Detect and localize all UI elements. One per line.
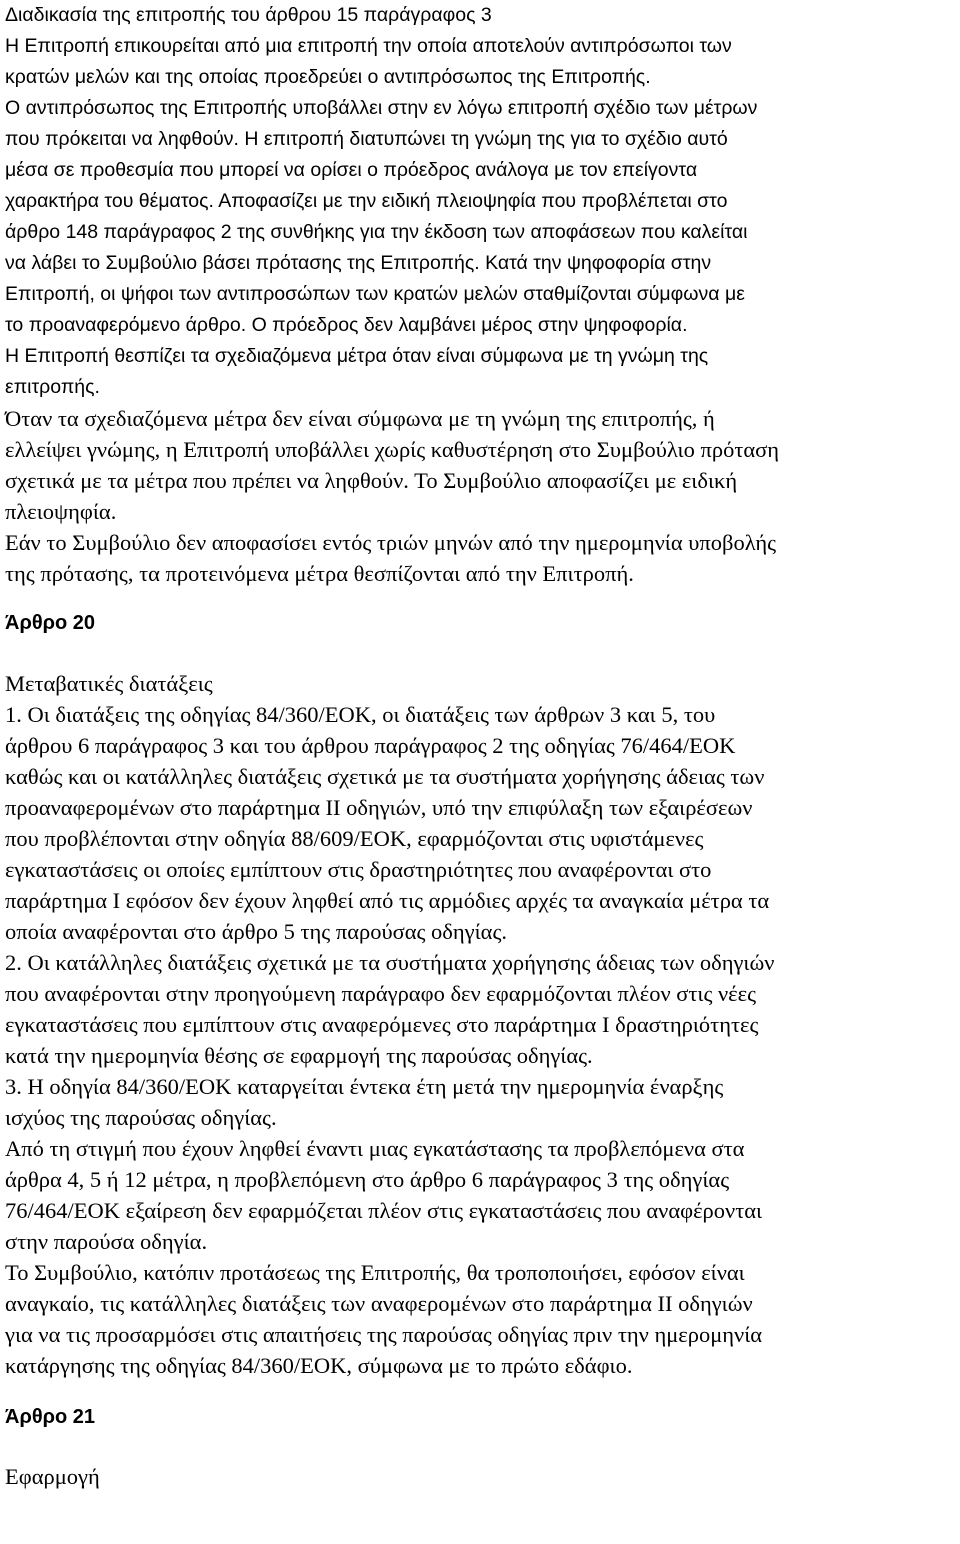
- text-line: άρθρο 148 παράγραφος 2 της συνθήκης για την έκδοση των αποφάσεων που καλείται: [5, 221, 748, 243]
- text-line: 3. Η οδηγία 84/360/ΕΟΚ καταργείται έντεκα έτη μετά την ημερομηνία έναρξης: [5, 1074, 724, 1099]
- text-line: Εάν το Συμβούλιο δεν αποφασίσει εντός τριών μηνών από την ημερομηνία υποβολής: [5, 530, 777, 555]
- text-line: μέσα σε προθεσμία που μπορεί να ορίσει ο πρόεδρος ανάλογα με τον επείγοντα: [5, 159, 698, 181]
- text-line: που αναφέρονται στην προηγούμενη παράγραφο δεν εφαρμόζονται πλέον στις νέες: [5, 981, 756, 1006]
- committee-procedure-section: [5, 0, 955, 403]
- text-line: χαρακτήρα του θέματος. Αποφασίζει με την ειδική πλειοψηφία που προβλέπεται στο: [5, 190, 728, 212]
- text-line: Επιτροπή, οι ψήφοι των αντιπροσώπων των κρατών μελών σταθμίζονται σύμφωνα με: [5, 283, 745, 305]
- text-line: για να τις προσαρμόσει στις απαιτήσεις της παρούσας οδηγίας πριν την ημερομηνία: [5, 1322, 763, 1347]
- council-procedure-section: [5, 403, 955, 589]
- text-line: Από τη στιγμή που έχουν ληφθεί έναντι μιας εγκατάστασης τα προβλεπόμενα στα: [5, 1136, 745, 1161]
- article-20-subtitle: Μεταβατικές διατάξεις: [5, 671, 213, 696]
- text-line: πλειοψηφία.: [5, 499, 117, 524]
- text-line: ισχύος της παρούσας οδηγίας.: [5, 1105, 277, 1130]
- text-line: εγκαταστάσεις οι οποίες εμπίπτουν στις δραστηριότητες που αναφέρονται στο: [5, 857, 712, 882]
- text-line: Η Επιτροπή θεσπίζει τα σχεδιαζόμενα μέτρα όταν είναι σύμφωνα με τη γνώμη της: [5, 345, 709, 367]
- text-line: το προαναφερόμενο άρθρο. Ο πρόεδρος δεν λαμβάνει μέρος στην ψηφοφορία.: [5, 314, 688, 336]
- text-line: Ο αντιπρόσωπος της Επιτροπής υποβάλλει στην εν λόγω επιτροπή σχέδιο των μέτρων: [5, 97, 758, 119]
- article-21-heading: Άρθρο 21: [5, 1406, 96, 1428]
- text-line: Όταν τα σχεδιαζόμενα μέτρα δεν είναι σύμφωνα με τη γνώμη της επιτροπής, ή: [5, 406, 715, 431]
- spacer: [5, 639, 955, 668]
- text-line: 2. Οι κατάλληλες διατάξεις σχετικά με τα συστήματα χορήγησης άδειας των οδηγιών: [5, 950, 775, 975]
- text-line: Διαδικασία της επιτροπής του άρθρου 15 παράγραφος 3: [5, 4, 492, 26]
- article-20-body: [5, 699, 955, 1381]
- text-line: καθώς και οι κατάλληλες διατάξεις σχετικά με τα συστήματα χορήγησης άδειας των: [5, 764, 765, 789]
- text-line: εγκαταστάσεις που εμπίπτουν στις αναφερόμενες στο παράρτημα Ι δραστηριότητες: [5, 1012, 759, 1037]
- text-line: Το Συμβούλιο, κατόπιν προτάσεως της Επιτροπής, θα τροποποιήσει, εφόσον είναι: [5, 1260, 745, 1285]
- article-20-heading: Άρθρο 20: [5, 612, 96, 634]
- text-line: που προβλέπονται στην οδηγία 88/609/ΕΟΚ, εφαρμόζονται στις υφιστάμενες: [5, 826, 704, 851]
- text-line: κατά την ημερομηνία θέσης σε εφαρμογή της παρούσας οδηγίας.: [5, 1043, 593, 1068]
- text-line: που πρόκειται να ληφθούν. Η επιτροπή διατυπώνει τη γνώμη της για το σχέδιο αυτό: [5, 128, 728, 150]
- article-21-subtitle: Εφαρμογή: [5, 1464, 100, 1489]
- text-line: της πρότασης, τα προτεινόμενα μέτρα θεσπίζονται από την Επιτροπή.: [5, 561, 634, 586]
- spacer: [5, 589, 955, 608]
- spacer: [5, 1381, 955, 1402]
- text-line: οποία αναφέρονται στο άρθρο 5 της παρούσας οδηγίας.: [5, 919, 507, 944]
- text-line: σχετικά με τα μέτρα που πρέπει να ληφθούν. Το Συμβούλιο αποφασίζει με ειδική: [5, 468, 738, 493]
- document-page: [5, 0, 955, 1492]
- spacer: [5, 1433, 955, 1461]
- text-line: προαναφερομένων στο παράρτημα ΙΙ οδηγιών, υπό την επιφύλαξη των εξαιρέσεων: [5, 795, 753, 820]
- text-line: επιτροπής.: [5, 376, 100, 398]
- text-line: Η Επιτροπή επικουρείται από μια επιτροπή την οποία αποτελούν αντιπρόσωποι των: [5, 35, 732, 57]
- text-line: 76/464/ΕΟΚ εξαίρεση δεν εφαρμόζεται πλέον στις εγκαταστάσεις που αναφέρονται: [5, 1198, 763, 1223]
- text-line: 1. Οι διατάξεις της οδηγίας 84/360/ΕΟΚ, οι διατάξεις των άρθρων 3 και 5, του: [5, 702, 716, 727]
- text-line: να λάβει το Συμβούλιο βάσει πρότασης της Επιτροπής. Κατά την ψηφοφορία στην: [5, 252, 712, 274]
- text-line: κατάργησης της οδηγίας 84/360/ΕΟΚ, σύμφωνα με το πρώτο εδάφιο.: [5, 1353, 633, 1378]
- text-line: αναγκαίο, τις κατάλληλες διατάξεις των αναφερομένων στο παράρτημα ΙΙ οδηγιών: [5, 1291, 753, 1316]
- text-line: ελλείψει γνώμης, η Επιτροπή υποβάλλει χωρίς καθυστέρηση στο Συμβούλιο πρόταση: [5, 437, 780, 462]
- text-line: άρθρα 4, 5 ή 12 μέτρα, η προβλεπόμενη στο άρθρο 6 παράγραφος 3 της οδηγίας: [5, 1167, 730, 1192]
- text-line: στην παρούσα οδηγία.: [5, 1229, 208, 1254]
- text-line: παράρτημα Ι εφόσον δεν έχουν ληφθεί από τις αρμόδιες αρχές τα αναγκαία μέτρα τα: [5, 888, 770, 913]
- text-line: άρθρου 6 παράγραφος 3 και του άρθρου παράγραφος 2 της οδηγίας 76/464/ΕΟΚ: [5, 733, 736, 758]
- text-line: κρατών μελών και της οποίας προεδρεύει ο αντιπρόσωπος της Επιτροπής.: [5, 66, 651, 88]
